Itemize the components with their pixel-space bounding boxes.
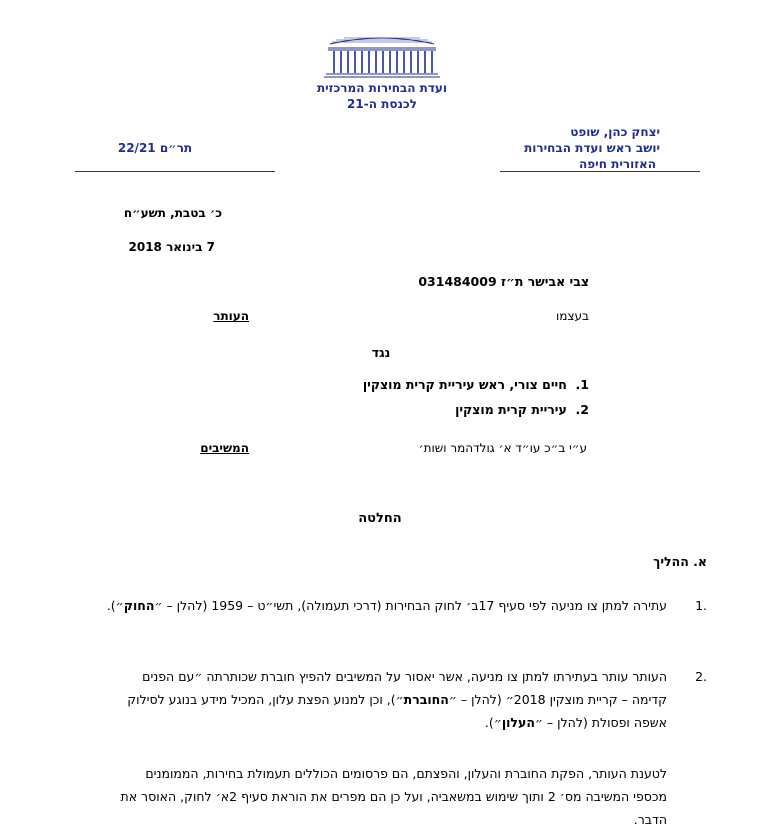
committee-name: ועדת הבחירות המרכזית (316, 81, 448, 95)
paragraph-line: הדבר. (633, 812, 667, 827)
defined-term: החוק (123, 598, 155, 613)
paragraph-1 (55, 594, 667, 617)
case-number: תר״ם 22/21 (117, 141, 193, 155)
petitioner-rep: בעצמו (556, 309, 589, 323)
judge-title: יושב ראש ועדת הבחירות (524, 141, 660, 155)
respondents-role: המשיבים (200, 441, 249, 455)
decision-title: החלטה (358, 511, 402, 526)
paragraph-line: לטענת העותר, הפקת החוברת והעלון, והפצתם, הם פרסומים הכוללים תעמולת בחירות, הממומנים (145, 766, 667, 781)
paragraph-line (55, 711, 667, 734)
judge-district: האזורית חיפה (579, 157, 656, 171)
judge-name: יצחק כהן, שופט (570, 125, 660, 139)
respondent-item (455, 402, 589, 417)
paragraph-text: ״). (484, 715, 502, 730)
paragraph-number: 2. (695, 669, 707, 684)
knesset-number: לכנסת ה-21 (347, 97, 417, 111)
gregorian-date: 7 בינואר 2018 (128, 240, 215, 254)
respondent-name: עיריית קרית מוצקין (455, 402, 567, 417)
paragraph-text: עתירה למתן צו מניעה לפי סעיף 17ב׳ לחוק הבחירות (דרכי תעמולה), תשי״ט – 1959 (להלן – ״ (154, 598, 667, 613)
paragraph-line: העותר עותר בעתירתו למתן צו מניעה, אשר יאסור על המשיבים להפיץ חוברת שכותרתה ״עם הפנים (142, 669, 667, 684)
paragraph-text: ״). (106, 598, 124, 613)
petitioner-role: העותר (213, 309, 249, 323)
section-heading: א. ההליך (653, 554, 707, 569)
paragraph-line (55, 688, 667, 711)
paragraph-text: אשפה ופסולת (להלן – ״ (534, 715, 667, 730)
hebrew-date: כ׳ בטבת, תשע״ח (123, 206, 222, 220)
paragraph-2 (55, 665, 667, 734)
respondent-name: חיים צורי, ראש עיריית קרית מוצקין (362, 377, 567, 392)
respondent-item (363, 377, 589, 392)
defined-term: החוברת (403, 692, 449, 707)
versus-label: נגד (371, 345, 391, 360)
defined-term: העלון (501, 715, 535, 730)
case-rule (75, 171, 275, 172)
petitioner-name: צבי אבישר ת״ז 031484009 (418, 274, 589, 289)
respondent-number: 2. (575, 402, 589, 417)
paragraph-text: קדימה – קריית מוצקין 2018״ (להלן – ״ (448, 692, 667, 707)
paragraph-number: 1. (695, 598, 707, 613)
knesset-emblem (320, 34, 444, 80)
respondents-rep: ע״י ב״כ עו״ד א׳ גולדהמר ושות׳ (418, 441, 587, 455)
paragraph-text: ״), וכן למנוע הפצת עלון, המכיל מידע בנוגע לסילוק (127, 692, 404, 707)
paragraph-3 (55, 762, 667, 831)
judge-rule (500, 171, 700, 172)
respondent-number: 1. (575, 377, 589, 392)
paragraph-line: מכספי המשיבה מס׳ 2 ותוך שימוש במשאביה, ועל כן הם מפרים את הוראת סעיף 2א׳ לחוק, האוסר את (120, 789, 667, 804)
